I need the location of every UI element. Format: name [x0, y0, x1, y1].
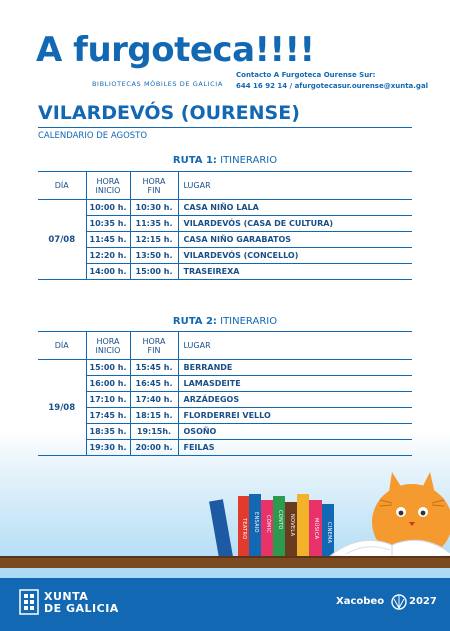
xunta-emblem-icon — [19, 589, 39, 615]
end-time: 15:45 h. — [130, 360, 178, 376]
col-place: LUGAR — [178, 332, 412, 360]
place-name: FLORDERREI VELLO — [178, 408, 412, 424]
start-time: 17:10 h. — [86, 392, 130, 408]
book-icon — [297, 494, 309, 558]
xunta-line-1: XUNTA — [44, 590, 89, 603]
book-spine-label: CINEMA — [326, 522, 332, 544]
place-name: BERRANDE — [178, 360, 412, 376]
bookshelf — [0, 556, 450, 568]
col-day: DÍA — [38, 332, 86, 360]
logo-subtitle: BIBLIOTECAS MÓBILES DE GALICIA — [92, 80, 223, 88]
start-time: 17:45 h. — [86, 408, 130, 424]
start-time: 15:00 h. — [86, 360, 130, 376]
place-name: CASA NIÑO LALA — [178, 200, 412, 216]
end-time: 10:30 h. — [130, 200, 178, 216]
start-time: 16:00 h. — [86, 376, 130, 392]
route-sub: ITINERARIO — [220, 155, 278, 166]
route-sub: ITINERARIO — [220, 316, 278, 327]
end-time: 20:00 h. — [130, 440, 178, 456]
contact-line-1: Contacto A Furgoteca Ourense Sur: — [236, 71, 376, 79]
xunta-line-2: DE GALICIA — [44, 602, 119, 615]
start-time: 14:00 h. — [86, 264, 130, 280]
xacobeo-year: 2027 — [409, 596, 437, 607]
book-spine-label: NOVELA — [289, 514, 295, 537]
end-time: 13:50 h. — [130, 248, 178, 264]
place-name: ARZÁDEGOS — [178, 392, 412, 408]
place-name: FEILAS — [178, 440, 412, 456]
place-name: OSOÑO — [178, 424, 412, 440]
day-cell: 07/08 — [38, 200, 86, 280]
col-place: LUGAR — [178, 172, 412, 200]
page-title: VILARDEVÓS (OURENSE) — [38, 102, 300, 124]
contact-line-2: 644 16 92 14 / afurgotecasur.ourense@xunta.gal — [236, 82, 429, 90]
place-name: LAMASDEITE — [178, 376, 412, 392]
col-start: HORA INICIO — [86, 172, 130, 200]
place-name: VILARDEVÓS (CASA DE CULTURA) — [178, 216, 412, 232]
col-day: DÍA — [38, 172, 86, 200]
start-time: 11:45 h. — [86, 232, 130, 248]
end-time: 16:45 h. — [130, 376, 178, 392]
start-time: 10:00 h. — [86, 200, 130, 216]
calendar-subtitle: CALENDARIO DE AGOSTO — [38, 131, 148, 141]
xacobeo-logo: Xacobeo — [336, 596, 385, 607]
start-time: 18:35 h. — [86, 424, 130, 440]
start-time: 12:20 h. — [86, 248, 130, 264]
day-cell: 19/08 — [38, 360, 86, 456]
col-start: HORA INICIO — [86, 332, 130, 360]
book-spine-label: ENSAIO — [253, 512, 259, 533]
end-time: 12:15 h. — [130, 232, 178, 248]
end-time: 19:15h. — [130, 424, 178, 440]
book-spine-label: TEATRO — [241, 518, 247, 540]
furgoteca-logo: A furgoteca!!!! — [36, 30, 315, 70]
book-blue-tilted-icon — [209, 499, 233, 559]
scallop-shell-icon — [391, 594, 407, 610]
start-time: 10:35 h. — [86, 216, 130, 232]
end-time: 17:40 h. — [130, 392, 178, 408]
end-time: 11:35 h. — [130, 216, 178, 232]
book-spine-label: MÚSICA — [313, 518, 319, 540]
book-spine-label: CÓMIC — [265, 515, 271, 534]
xunta-logo — [44, 591, 119, 615]
start-time: 19:30 h. — [86, 440, 130, 456]
col-end: HORA FIN — [130, 332, 178, 360]
place-name: TRASEIREXA — [178, 264, 412, 280]
route-label: RUTA 1: — [172, 155, 217, 166]
col-end: HORA FIN — [130, 172, 178, 200]
book-spine-label: CONTO — [277, 510, 283, 530]
route-label: RUTA 2: — [172, 316, 217, 327]
place-name: CASA NIÑO GARABATOS — [178, 232, 412, 248]
end-time: 15:00 h. — [130, 264, 178, 280]
place-name: VILARDEVÓS (CONCELLO) — [178, 248, 412, 264]
end-time: 18:15 h. — [130, 408, 178, 424]
